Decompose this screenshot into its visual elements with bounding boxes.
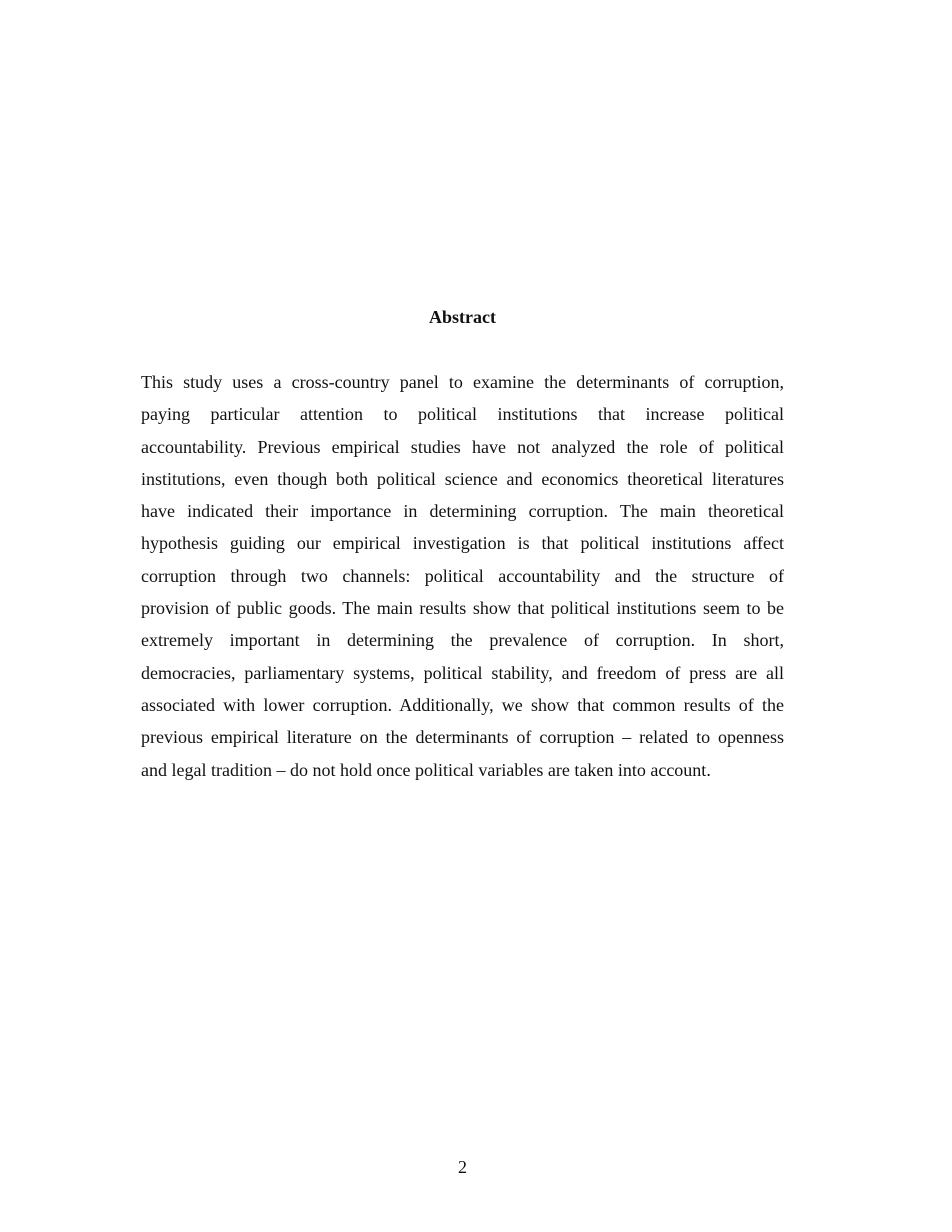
- abstract-line: democracies, parliamentary systems, political stability, and freedom of press are all: [141, 662, 784, 683]
- abstract-line: institutions, even though both political science and economics theoretical literatures: [141, 468, 784, 489]
- abstract-line: and legal tradition – do not hold once political variables are taken into account.: [141, 759, 711, 780]
- abstract-line: previous empirical literature on the determinants of corruption – related to openness: [141, 727, 784, 748]
- abstract-line: paying particular attention to political institutions that increase political: [141, 404, 784, 425]
- page-number: 2: [458, 1157, 467, 1177]
- abstract-line: This study uses a cross-country panel to examine the determinants of corruption,: [141, 372, 784, 392]
- abstract-line: extremely important in determining the prevalence of corruption. In short,: [141, 630, 784, 651]
- abstract-line: corruption through two channels: political accountability and the structure of: [141, 565, 784, 586]
- abstract-line: accountability. Previous empirical studies have not analyzed the role of political: [141, 436, 784, 457]
- abstract-body: [141, 366, 784, 786]
- abstract-line: provision of public goods. The main results show that political institutions seem to be: [141, 598, 784, 619]
- abstract-heading: Abstract: [429, 307, 496, 327]
- abstract-line: hypothesis guiding our empirical investigation is that political institutions affect: [141, 533, 784, 554]
- abstract-line: have indicated their importance in determining corruption. The main theoretical: [141, 501, 784, 522]
- abstract-line: associated with lower corruption. Additionally, we show that common results of the: [141, 694, 784, 715]
